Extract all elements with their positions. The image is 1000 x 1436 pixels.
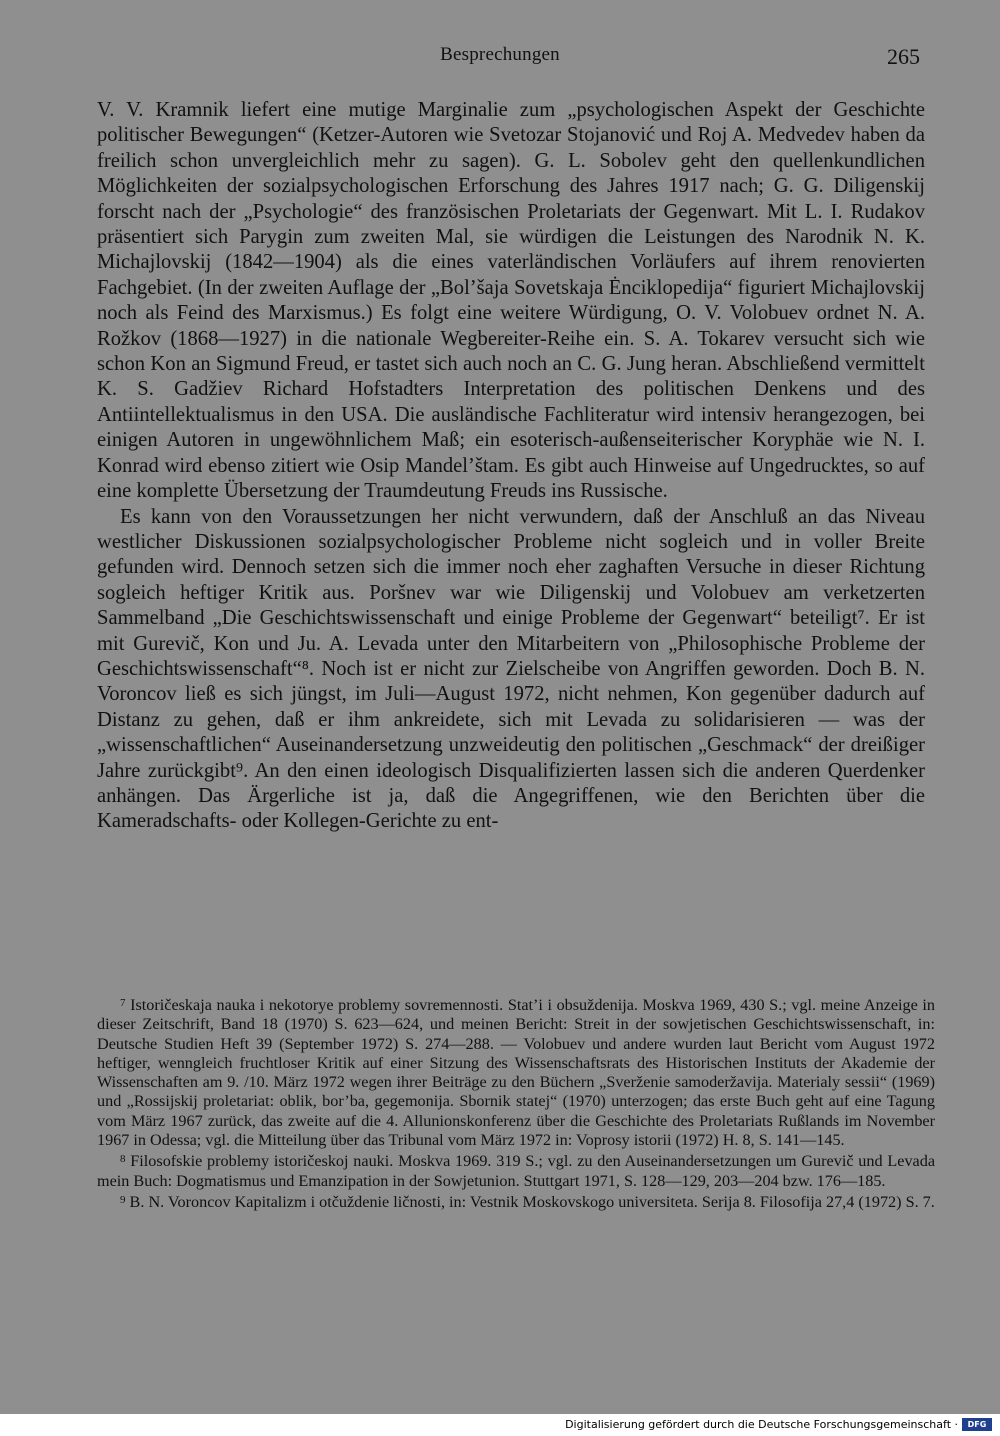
digitization-credit: Digitalisierung gefördert durch die Deutsche Forschungsgemeinschaft · [565, 1418, 958, 1431]
footnote-text: Istoričeskaja nauka i nekotorye problemy sovremennosti. Stat’i i obsuždenija. Moskva 1969, 430 S.; vgl. meine Anzeige in dieser Zeitschrift, Band 18 (1970) S. 623—624, und meinen Bericht: Streit in der sowjetischen Geschichtswissenschaft, in: Deutsche Studien Heft 39 (September 1972) S. 274—288. — Volobuev und andere wurden laut Bericht vom August 1972 heftiger, wenngleich fruchtloser Kritik auf einer Sitzung des Wissenschaftsrats des Historischen Instituts der Akademie der Wissenschaften am 9. /10. März 1972 wegen ihrer Beiträge zu den Büchern „Sverženie samoderžavija. Materialy sessii“ (1969) und „Rossijskij proletariat: oblik, bor’ba, gegemonija. Sbornik statej“ (1970) unterzogen; das erste Buch geht auf eine Tagung vom März 1967 zurück, das zweite auf die 4. Allunionskonferenz über die Geschichte des Proletariats Rußlands im November 1967 in Odessa; vgl. die Mitteilung über das Tribunal vom März 1972 in: Voprosy istorii (1972) H. 8, S. 141—145. [97, 996, 935, 1150]
running-head [0, 44, 1000, 72]
paragraph: V. V. Kramnik liefert eine mutige Marginalie zum „psychologischen Aspekt der Geschichte politischer Bewegungen“ (Ketzer-Autoren wie Svetozar Stojanović und Roj A. Medvedev haben da freilich schon unvergleichlich mehr zu sagen). G. L. Sobolev geht den quellenkundlichen Möglichkeiten der sozialpsychologischen Erforschung des Jahres 1917 nach; G. G. Diligenskij forscht nach der „Psychologie“ des französischen Proletariats der Gegenwart. Mit L. I. Rudakov präsentiert sich Parygin zum zweiten Mal, sie würdigen die Leistungen des Narodnik N. K. Michajlovskij (1842—1904) als die eines vaterländischen Vorläufers auf ihrem renovierten Fachgebiet. (In der zweiten Auflage der „Bol’šaja Sovetskaja Ėnciklopedija“ figuriert Michajlovskij noch als Feind des Marxismus.) Es folgt eine weitere Würdigung, O. V. Volobuev ordnet N. A. Rožkov (1868—1927) in die nationale Wegbereiter-Reihe ein. S. A. Tokarev versucht sich wie schon Kon an Sigmund Freud, er tastet sich auch noch an C. G. Jung heran. Abschließend vermittelt K. S. Gadžiev Richard Hofstadters Interpretation des politischen Denkens und des Antiintellektualismus in den USA. Die ausländische Fachliteratur wird intensiv herangezogen, bei einigen Autoren in ungewöhnlichem Maß; ein esoterisch-außenseiterischer Koryphäe wie N. I. Konrad wird ebenso zitiert wie Osip Mandel’štam. Es gibt auch Hinweise auf Ungedrucktes, so auf eine komplette Übersetzung der Traumdeutung Freuds ins Russische. [97, 99, 925, 503]
footnote-marker: 9 [120, 1193, 126, 1206]
footnote [97, 996, 935, 1150]
footnotes [97, 996, 935, 1212]
paragraph: Es kann von den Voraussetzungen her nicht verwundern, daß der Anschluß an das Niveau westlicher Diskussionen sozialpsychologischer Probleme nicht sogleich und in voller Breite gefunden wird. Dennoch setzen sich die immer noch eher zaghaften Versuche in dieser Richtung sogleich heftiger Kritik aus. Poršnev war wie Diligenskij und Volobuev am verketzerten Sammelband „Die Geschichtswissenschaft und einige Probleme der Gegenwart“ beteiligt⁷. Er ist mit Gurevič, Kon und Ju. A. Levada unter den Mitarbeitern von „Philosophische Probleme der Geschichtswissenschaft“⁸. Noch ist er nicht zur Zielscheibe von Angriffen geworden. Doch B. N. Voroncov ließ es sich jüngst, im Juli—August 1972, nicht nehmen, Kon gegenüber dadurch auf Distanz zu gehen, daß er ihm ankreidete, sich mit Levada zu solidarisieren — was der „wissenschaftlichen“ Auseinandersetzung unzweideutig den politischen „Geschmack“ der dreißiger Jahre zurückgibt⁹. An den einen ideologisch Disqualifizierten lassen sich die anderen Querdenker anhängen. Das Ärgerliche ist ja, daß die Angegriffenen, wie den Berichten über die Kameradschafts- oder Kollegen-Gerichte zu ent- [97, 505, 925, 833]
digitization-footer [0, 1414, 1000, 1436]
footnote-text: Filosofskie problemy istoričeskoj nauki. Moskva 1969. 319 S.; vgl. zu den Auseinandersetzungen um Gurevič und Levada mein Buch: Dogmatismus und Emanzipation in der Sowjetunion. Stuttgart 1971, S. 128—129, 203—204 bzw. 176—185. [97, 1152, 935, 1190]
body-text [97, 98, 925, 835]
footnote [97, 1193, 935, 1212]
footnote [97, 1152, 935, 1191]
running-head-title: Besprechungen [440, 44, 560, 65]
footnote-marker: 8 [120, 1153, 126, 1166]
dfg-logo: DFG [962, 1418, 992, 1431]
page-number: 265 [887, 44, 920, 69]
footnote-marker: 7 [120, 997, 126, 1009]
footnote-text: B. N. Voroncov Kapitalizm i otčuždenie ličnosti, in: Vestnik Moskovskogo universiteta. Serija 8. Filosofija 27,4 (1972) S. 7. [129, 1192, 935, 1211]
